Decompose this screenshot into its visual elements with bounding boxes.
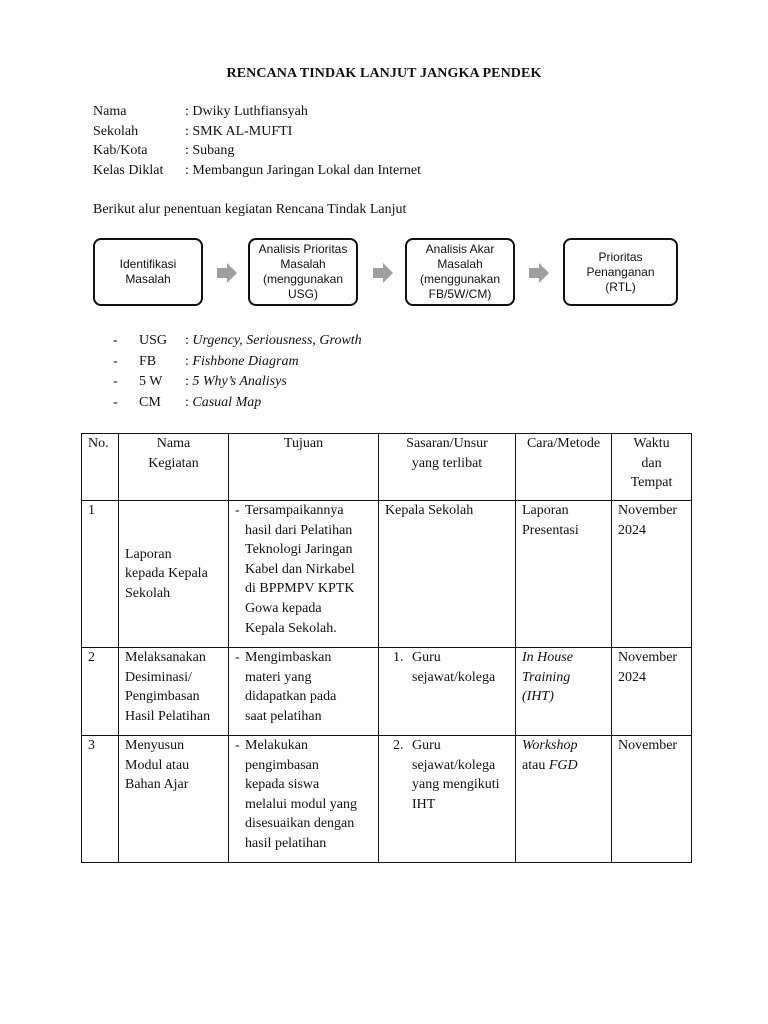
cell-nama-kegiatan: Menyusun Modul atau Bahan Ajar <box>119 736 229 863</box>
legend-item <box>113 372 362 393</box>
legend-item <box>113 393 362 414</box>
header-waktu-tempat: Waktu dan Tempat <box>612 434 692 501</box>
info-label: Kab/Kota <box>93 143 148 158</box>
dash-marker: - <box>113 353 118 369</box>
arrow-right-icon <box>217 263 237 283</box>
flow-box-prioritas-penanganan <box>563 238 678 306</box>
cell-no: 3 <box>82 736 119 863</box>
flow-line: Masalah <box>125 272 171 286</box>
info-row-nama <box>93 102 421 122</box>
header-tujuan: Tujuan <box>229 434 379 501</box>
header-nama-kegiatan: Nama Kegiatan <box>119 434 229 501</box>
flow-box-analisis-akar <box>405 238 515 306</box>
legend-abbr: FB <box>139 353 157 369</box>
flow-line: (RTL) <box>605 279 636 294</box>
arrow-right-icon <box>529 263 549 283</box>
cell-tujuan: - Mengimbaskan materi yang didapatkan pada saat pelatihan <box>229 648 379 736</box>
info-label: Sekolah <box>93 123 139 139</box>
document-title: RENCANA TINDAK LANJUT JANGKA PENDEK <box>226 66 542 81</box>
table-row <box>82 648 692 736</box>
cell-waktu: November 2024 <box>612 648 692 736</box>
cell-no: 2 <box>82 648 119 736</box>
cell-cara-metode: Laporan Presentasi <box>516 501 612 648</box>
cell-tujuan: - Tersampaikannya hasil dari Pelatihan Teknologi Jaringan Kabel dan Nirkabel di BPPMPV KPTK Gowa kepada Kepala Sekolah. <box>229 501 379 648</box>
dash-marker: - <box>113 374 118 389</box>
cell-sasaran: 2. Guru sejawat/kolega yang mengikuti IHT <box>379 736 516 863</box>
flow-line: (menggunakan <box>419 272 501 286</box>
legend-abbr: 5 W <box>139 374 163 389</box>
flow-line: Masalah <box>437 257 483 271</box>
dash-marker: - <box>113 333 118 348</box>
flow-box-identifikasi <box>93 238 203 306</box>
cell-sasaran: 1. Guru sejawat/kolega <box>379 648 516 736</box>
table-row <box>82 501 692 648</box>
cell-sasaran: Kepala Sekolah <box>379 501 516 648</box>
cell-waktu: November 2024 <box>612 501 692 648</box>
flow-diagram <box>93 238 683 310</box>
dash-marker: - <box>235 650 240 665</box>
info-value: : SMK AL-MUFTI <box>185 123 293 139</box>
flow-line: Masalah <box>280 257 326 271</box>
cell-waktu: November <box>612 736 692 863</box>
info-label: Nama <box>93 104 127 119</box>
legend-desc: Fishbone Diagram <box>192 353 299 369</box>
legend-abbr: USG <box>139 333 168 348</box>
info-value: : Dwiky Luthfiansyah <box>185 104 308 119</box>
identity-block <box>93 102 421 180</box>
info-row-kelas-diklat <box>93 161 421 181</box>
legend-item <box>113 331 362 352</box>
legend-abbr: CM <box>139 394 161 410</box>
flow-line: Analisis Prioritas <box>258 242 348 256</box>
flow-line: Identifikasi <box>119 257 177 271</box>
legend-desc: Casual Map <box>192 394 262 410</box>
table-row <box>82 736 692 863</box>
flow-line: FB/5W/CM) <box>428 287 492 301</box>
header-no: No. <box>82 434 119 501</box>
flow-line: Analisis Akar <box>425 242 495 256</box>
info-value: : Subang <box>185 143 235 158</box>
rtl-table <box>81 433 692 863</box>
flow-line: Penanganan <box>586 264 655 279</box>
header-sasaran: Sasaran/Unsur yang terlibat <box>379 434 516 501</box>
legend-desc: 5 Why’s Analisys <box>192 374 287 389</box>
legend-desc: Urgency, Seriousness, Growth <box>192 333 362 348</box>
cell-no: 1 <box>82 501 119 648</box>
flow-line: (menggunakan <box>262 272 344 286</box>
legend-item <box>113 352 362 373</box>
flow-box-analisis-prioritas <box>248 238 358 306</box>
cell-cara-metode: Workshop atau FGD <box>516 736 612 863</box>
legend-colon: : <box>185 333 193 348</box>
header-cara-metode: Cara/Metode <box>516 434 612 501</box>
info-value: : Membangun Jaringan Lokal dan Internet <box>185 162 421 178</box>
arrow-right-icon <box>373 263 393 283</box>
flow-line: USG) <box>287 287 318 301</box>
list-number: 1. <box>393 650 404 665</box>
abbreviation-legend <box>113 331 362 413</box>
legend-colon: : <box>185 353 193 369</box>
cell-tujuan: - Melakukan pengimbasan kepada siswa melalui modul yang disesuaikan dengan hasil pelatihan <box>229 736 379 863</box>
legend-colon: : <box>185 394 193 410</box>
table-header-row <box>82 434 692 501</box>
cell-cara-metode: In House Training (IHT) <box>516 648 612 736</box>
intro-text: Berikut alur penentuan kegiatan Rencana Tindak Lanjut <box>93 202 407 217</box>
legend-colon: : <box>185 374 193 389</box>
flow-line: Prioritas <box>598 249 643 264</box>
dash-marker: - <box>235 503 240 518</box>
dash-marker: - <box>113 394 118 410</box>
cell-nama-kegiatan: Laporan kepada Kepala Sekolah <box>119 501 229 648</box>
dash-marker: - <box>235 738 240 753</box>
info-row-kabkota <box>93 141 421 161</box>
cell-nama-kegiatan: Melaksanakan Desiminasi/ Pengimbasan Hasil Pelatihan <box>119 648 229 736</box>
list-number: 2. <box>393 738 404 753</box>
info-label: Kelas Diklat <box>93 162 164 178</box>
info-row-sekolah <box>93 122 421 142</box>
